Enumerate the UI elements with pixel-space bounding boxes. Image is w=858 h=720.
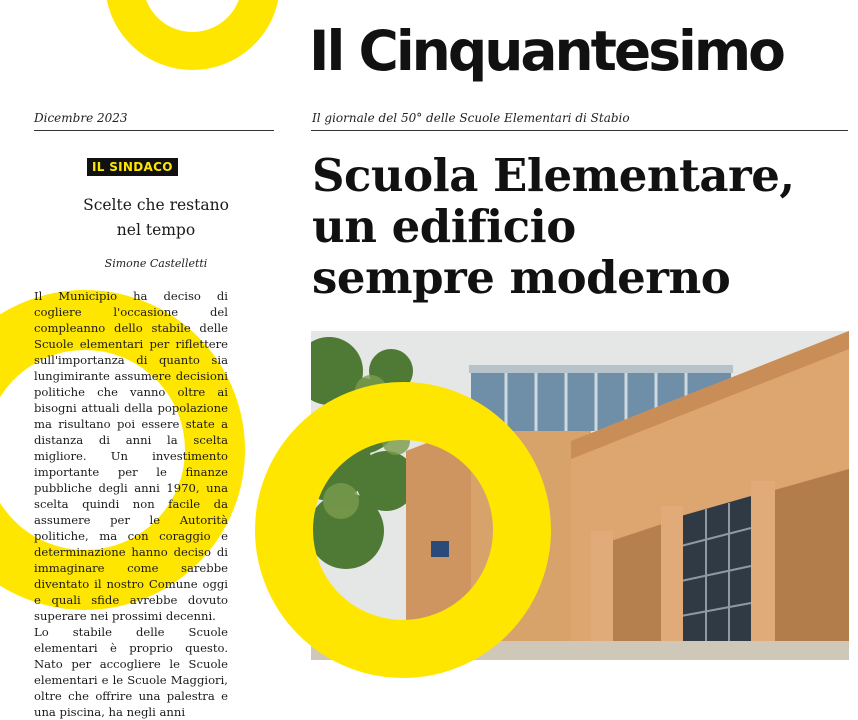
issue-date: Dicembre 2023 — [34, 111, 128, 125]
column-body — [34, 288, 228, 720]
section-label: IL SINDACO — [87, 158, 178, 176]
masthead-title: Il Cinquantesimo — [309, 19, 783, 83]
decorative-ring-center — [255, 382, 551, 678]
decorative-ring-top — [105, 0, 280, 70]
divider-left — [34, 130, 274, 131]
column-title-line: nel tempo — [116, 221, 196, 239]
headline-line: Scuola Elementare, — [312, 149, 795, 202]
headline-line: sempre moderno — [312, 251, 731, 304]
column-title-line: Scelte che restano — [83, 196, 229, 214]
headline-line: un edificio — [312, 200, 576, 253]
body-paragraph: Il Municipio ha deciso di cogliere l'occasione del compleanno dello stabile delle Scuole elementari per riflettere sull'importanza di quanto sia lungimirante assumere decisioni politiche che vanno oltre ai bisogni attuali della popolazione ma risultano poi essere state a distanza di anni la scelta migliore. Un investimento importante per le finanze pubbliche degli anni 1970, una scelta quindi non facile da assumere per le Autorità politiche, ma con coraggio e determinazione hanno deciso di immaginare come sarebbe diventato il nostro Comune oggi e quali sfide avrebbe dovuto superare nei prossimi decenni. — [34, 289, 228, 623]
divider-right — [311, 130, 848, 131]
column-title — [34, 193, 278, 243]
article-headline — [312, 150, 852, 303]
issue-tagline: Il giornale del 50° delle Scuole Elementari di Stabio — [312, 111, 630, 125]
author-byline: Simone Castelletti — [104, 257, 208, 270]
body-paragraph: Lo stabile delle Scuole elementari è proprio questo. Nato per accogliere le Scuole elementari e le Scuole Maggiori, oltre che offrire una palestra e una piscina, ha negli anni — [34, 625, 228, 719]
